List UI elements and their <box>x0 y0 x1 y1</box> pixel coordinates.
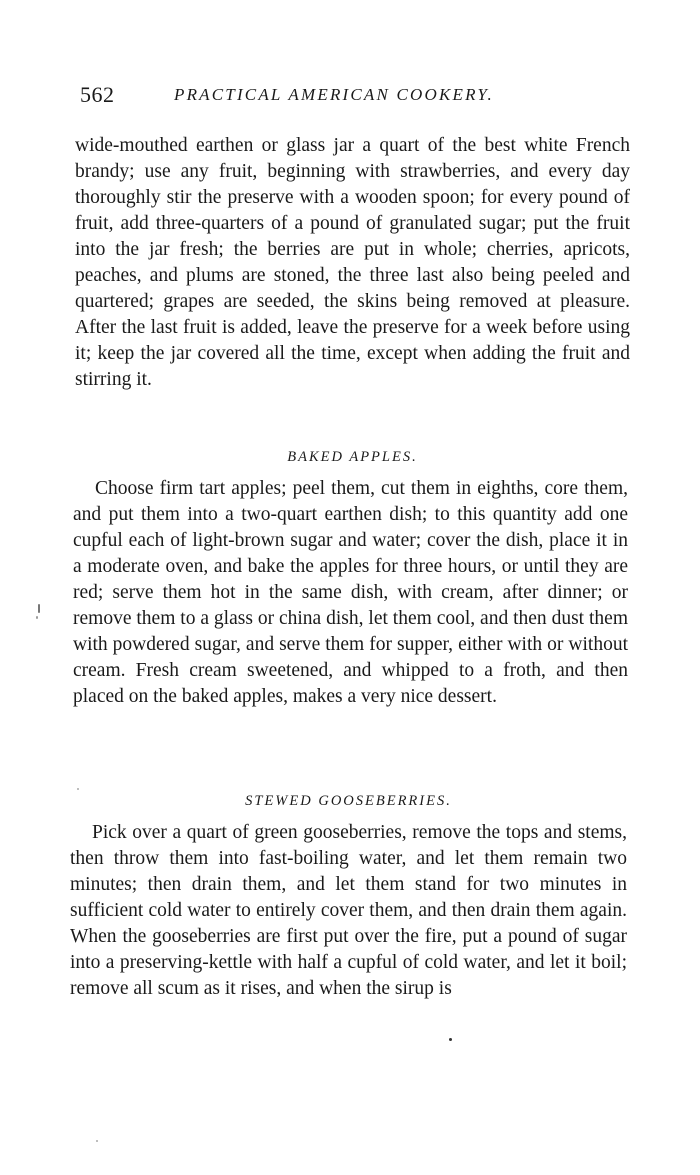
paper-speck <box>36 616 38 619</box>
paragraph: Choose firm tart apples; peel them, cut them in eighths, core them, and put them into a two-quart earthen dish; to this quantity add one cupful each of light-brown sugar and water; cover the dish, place it in a moderate oven, and bake the apples for three hours, or until they are red; serve them hot in the same dish, with cream, after dinner; or remove them to a glass or china dish, let them cool, and then dust them with powdered sugar, and serve them for supper, either with or without cream. Fresh cream sweetened, and whipped to a froth, and then placed on the baked apples, makes a very nice dessert. <box>73 478 628 707</box>
paragraph: Pick over a quart of green gooseberries, remove the tops and stems, then throw them into fast-boiling water, and let them remain two minutes; then drain them, and let them stand for two minutes in sufficient cold water to entirely cover them, and then drain them again. When the gooseberries are first put over the fire, put a pound of sugar into a preserving-kettle with half a cupful of cold water, and let it boil; remove all scum as it rises, and when the sirup is <box>70 822 627 999</box>
section-heading-stewed-gooseberries: STEWED GOOSEBERRIES. <box>245 793 452 809</box>
baked-apples-recipe <box>73 476 628 710</box>
paper-speck <box>96 1140 98 1142</box>
running-title: PRACTICAL AMERICAN COOKERY. <box>174 85 494 104</box>
paper-speck <box>449 1038 452 1041</box>
page-number: 562 <box>80 82 115 107</box>
paragraph: wide-mouthed earthen or glass jar a quart of the best white French brandy; use any fruit, beginning with strawberries, and every day thoroughly stir the preserve with a wooden spoon; for every pound of fruit, add three-quarters of a pound of granulated sugar; put the fruit into the jar fresh; the berries are put in whole; cherries, apricots, peaches, and plums are stoned, the three last also being peeled and quartered; grapes are seeded, the skins being removed at pleasure. After the last fruit is added, leave the preserve for a week before using it; keep the jar covered all the time, except when adding the fruit and stirring it. <box>75 135 630 390</box>
page-header <box>80 82 640 112</box>
section-heading-baked-apples: BAKED APPLES. <box>287 449 418 465</box>
continued-recipe-text <box>75 133 630 393</box>
stewed-gooseberries-recipe <box>70 820 627 1002</box>
paper-speck <box>77 788 79 790</box>
paper-speck <box>38 604 40 613</box>
